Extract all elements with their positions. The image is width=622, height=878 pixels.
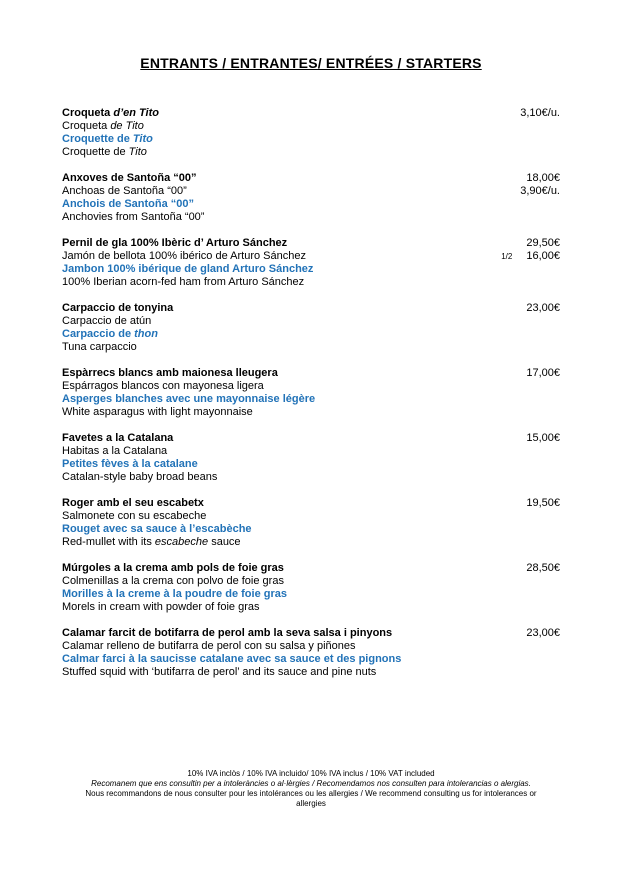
item-names (62, 627, 480, 679)
item-name-catalan: Roger amb el seu escabetx (62, 497, 204, 509)
item-name-spanish: Carpaccio de atún (62, 315, 152, 327)
menu-item (62, 302, 560, 354)
item-name-english: Anchovies from Santoña “00” (62, 211, 205, 223)
item-name-french: Anchois de Santoña “00” (62, 198, 195, 210)
menu-item (62, 627, 560, 679)
item-names (62, 237, 480, 289)
item-name-english: Catalan-style baby broad beans (62, 471, 218, 483)
item-price: 28,50€ (526, 562, 560, 574)
item-name-catalan: Anxoves de Santoña “00” (62, 172, 197, 184)
item-name-french: Rouget avec sa sauce à l’escabèche (62, 523, 252, 535)
menu-item (62, 172, 560, 224)
item-prices (480, 432, 560, 445)
menu-item (62, 237, 560, 289)
item-prices (480, 367, 560, 380)
item-name-spanish: Habitas a la Catalana (62, 445, 168, 457)
item-price: 15,00€ (526, 432, 560, 444)
footer-allergy-note-french-english: Nous recommandons de nous consulter pour les intolérances ou les allergies / We recommend consulting us for intolerances or (85, 789, 537, 798)
item-name-french: Croquette de Tito (62, 133, 153, 145)
item-name-english: Tuna carpaccio (62, 341, 137, 353)
item-prices (480, 172, 560, 198)
item-price: 29,50€ (526, 237, 560, 249)
item-prices (480, 237, 560, 263)
item-name-catalan: Favetes a la Catalana (62, 432, 174, 444)
item-name-english: 100% Iberian acorn-fed ham from Arturo Sánchez (62, 276, 305, 288)
menu-item (62, 107, 560, 159)
item-prices (480, 497, 560, 510)
item-names (62, 497, 480, 549)
item-names (62, 107, 480, 159)
item-names (62, 562, 480, 614)
item-name-english: Red-mullet with its escabeche sauce (62, 536, 241, 548)
item-name-french: Asperges blanches avec une mayonnaise légère (62, 393, 316, 405)
item-name-spanish: Salmonete con su escabeche (62, 510, 207, 522)
item-name-catalan: Croqueta d’en Tito (62, 107, 159, 119)
item-names (62, 367, 480, 419)
footer-vat-note: 10% IVA inclòs / 10% IVA incluido/ 10% IVA inclus / 10% VAT included (187, 769, 435, 778)
footer-notes (0, 769, 622, 809)
menu-item (62, 432, 560, 484)
item-price: 23,00€ (526, 627, 560, 639)
item-name-spanish: Anchoas de Santoña “00” (62, 185, 187, 197)
item-names (62, 302, 480, 354)
item-prices (480, 562, 560, 575)
item-prices (480, 107, 560, 120)
page-title: ENTRANTS / ENTRANTES/ ENTRÉES / STARTERS (140, 55, 482, 71)
item-price: 19,50€ (526, 497, 560, 509)
item-names (62, 432, 480, 484)
footer-allergy-note-wrap: allergies (296, 799, 326, 808)
item-name-english: Morels in cream with powder of foie gras (62, 601, 260, 613)
item-name-french: Morilles à la creme à la poudre de foie gras (62, 588, 287, 600)
item-name-catalan: Calamar farcit de botifarra de perol amb la seva salsa i pinyons (62, 627, 393, 639)
footer-allergy-note-catalan-spanish: Recomanem que ens consultin per a intoleràncies o al·lèrgies / Recomendamos nos consulten para intolerancias o alergias. (91, 779, 531, 788)
item-price: 3,10€/u. (520, 107, 560, 119)
item-name-english: Stuffed squid with ‘butifarra de perol’ and its sauce and pine nuts (62, 666, 377, 678)
item-prices (480, 302, 560, 315)
item-name-french: Petites fèves à la catalane (62, 458, 198, 470)
item-name-english: White asparagus with light mayonnaise (62, 406, 253, 418)
item-name-spanish: Espárragos blancos con mayonesa ligera (62, 380, 264, 392)
item-name-english: Croquette de Tito (62, 146, 147, 158)
item-name-catalan: Pernil de gla 100% Ibèric d’ Arturo Sánchez (62, 237, 288, 249)
item-prices (480, 627, 560, 640)
item-name-spanish: Jamón de bellota 100% ibérico de Arturo Sánchez (62, 250, 306, 262)
item-price: 23,00€ (526, 302, 560, 314)
item-name-french: Carpaccio de thon (62, 328, 158, 340)
item-price-unit: 3,90€/u. (520, 185, 560, 197)
item-name-catalan: Múrgoles a la crema amb pols de foie gras (62, 562, 284, 574)
menu-item (62, 562, 560, 614)
item-name-catalan: Espàrrecs blancs amb maionesa lleugera (62, 367, 278, 379)
item-price: 18,00€ (526, 172, 560, 184)
item-names (62, 172, 480, 224)
menu-item (62, 367, 560, 419)
item-name-spanish: Colmenillas a la crema con polvo de foie gras (62, 575, 284, 587)
menu-item (62, 497, 560, 549)
item-name-french: Jambon 100% ibérique de gland Arturo Sánchez (62, 263, 314, 275)
item-price: 17,00€ (526, 367, 560, 379)
item-name-french: Calmar farci à la saucisse catalane avec sa sauce et des pignons (62, 653, 402, 665)
item-name-catalan: Carpaccio de tonyina (62, 302, 174, 314)
item-price-half: 1/2 16,00€ (501, 250, 560, 262)
item-name-spanish: Calamar relleno de butifarra de perol con su salsa y piñones (62, 640, 356, 652)
item-name-spanish: Croqueta de Tito (62, 120, 144, 132)
